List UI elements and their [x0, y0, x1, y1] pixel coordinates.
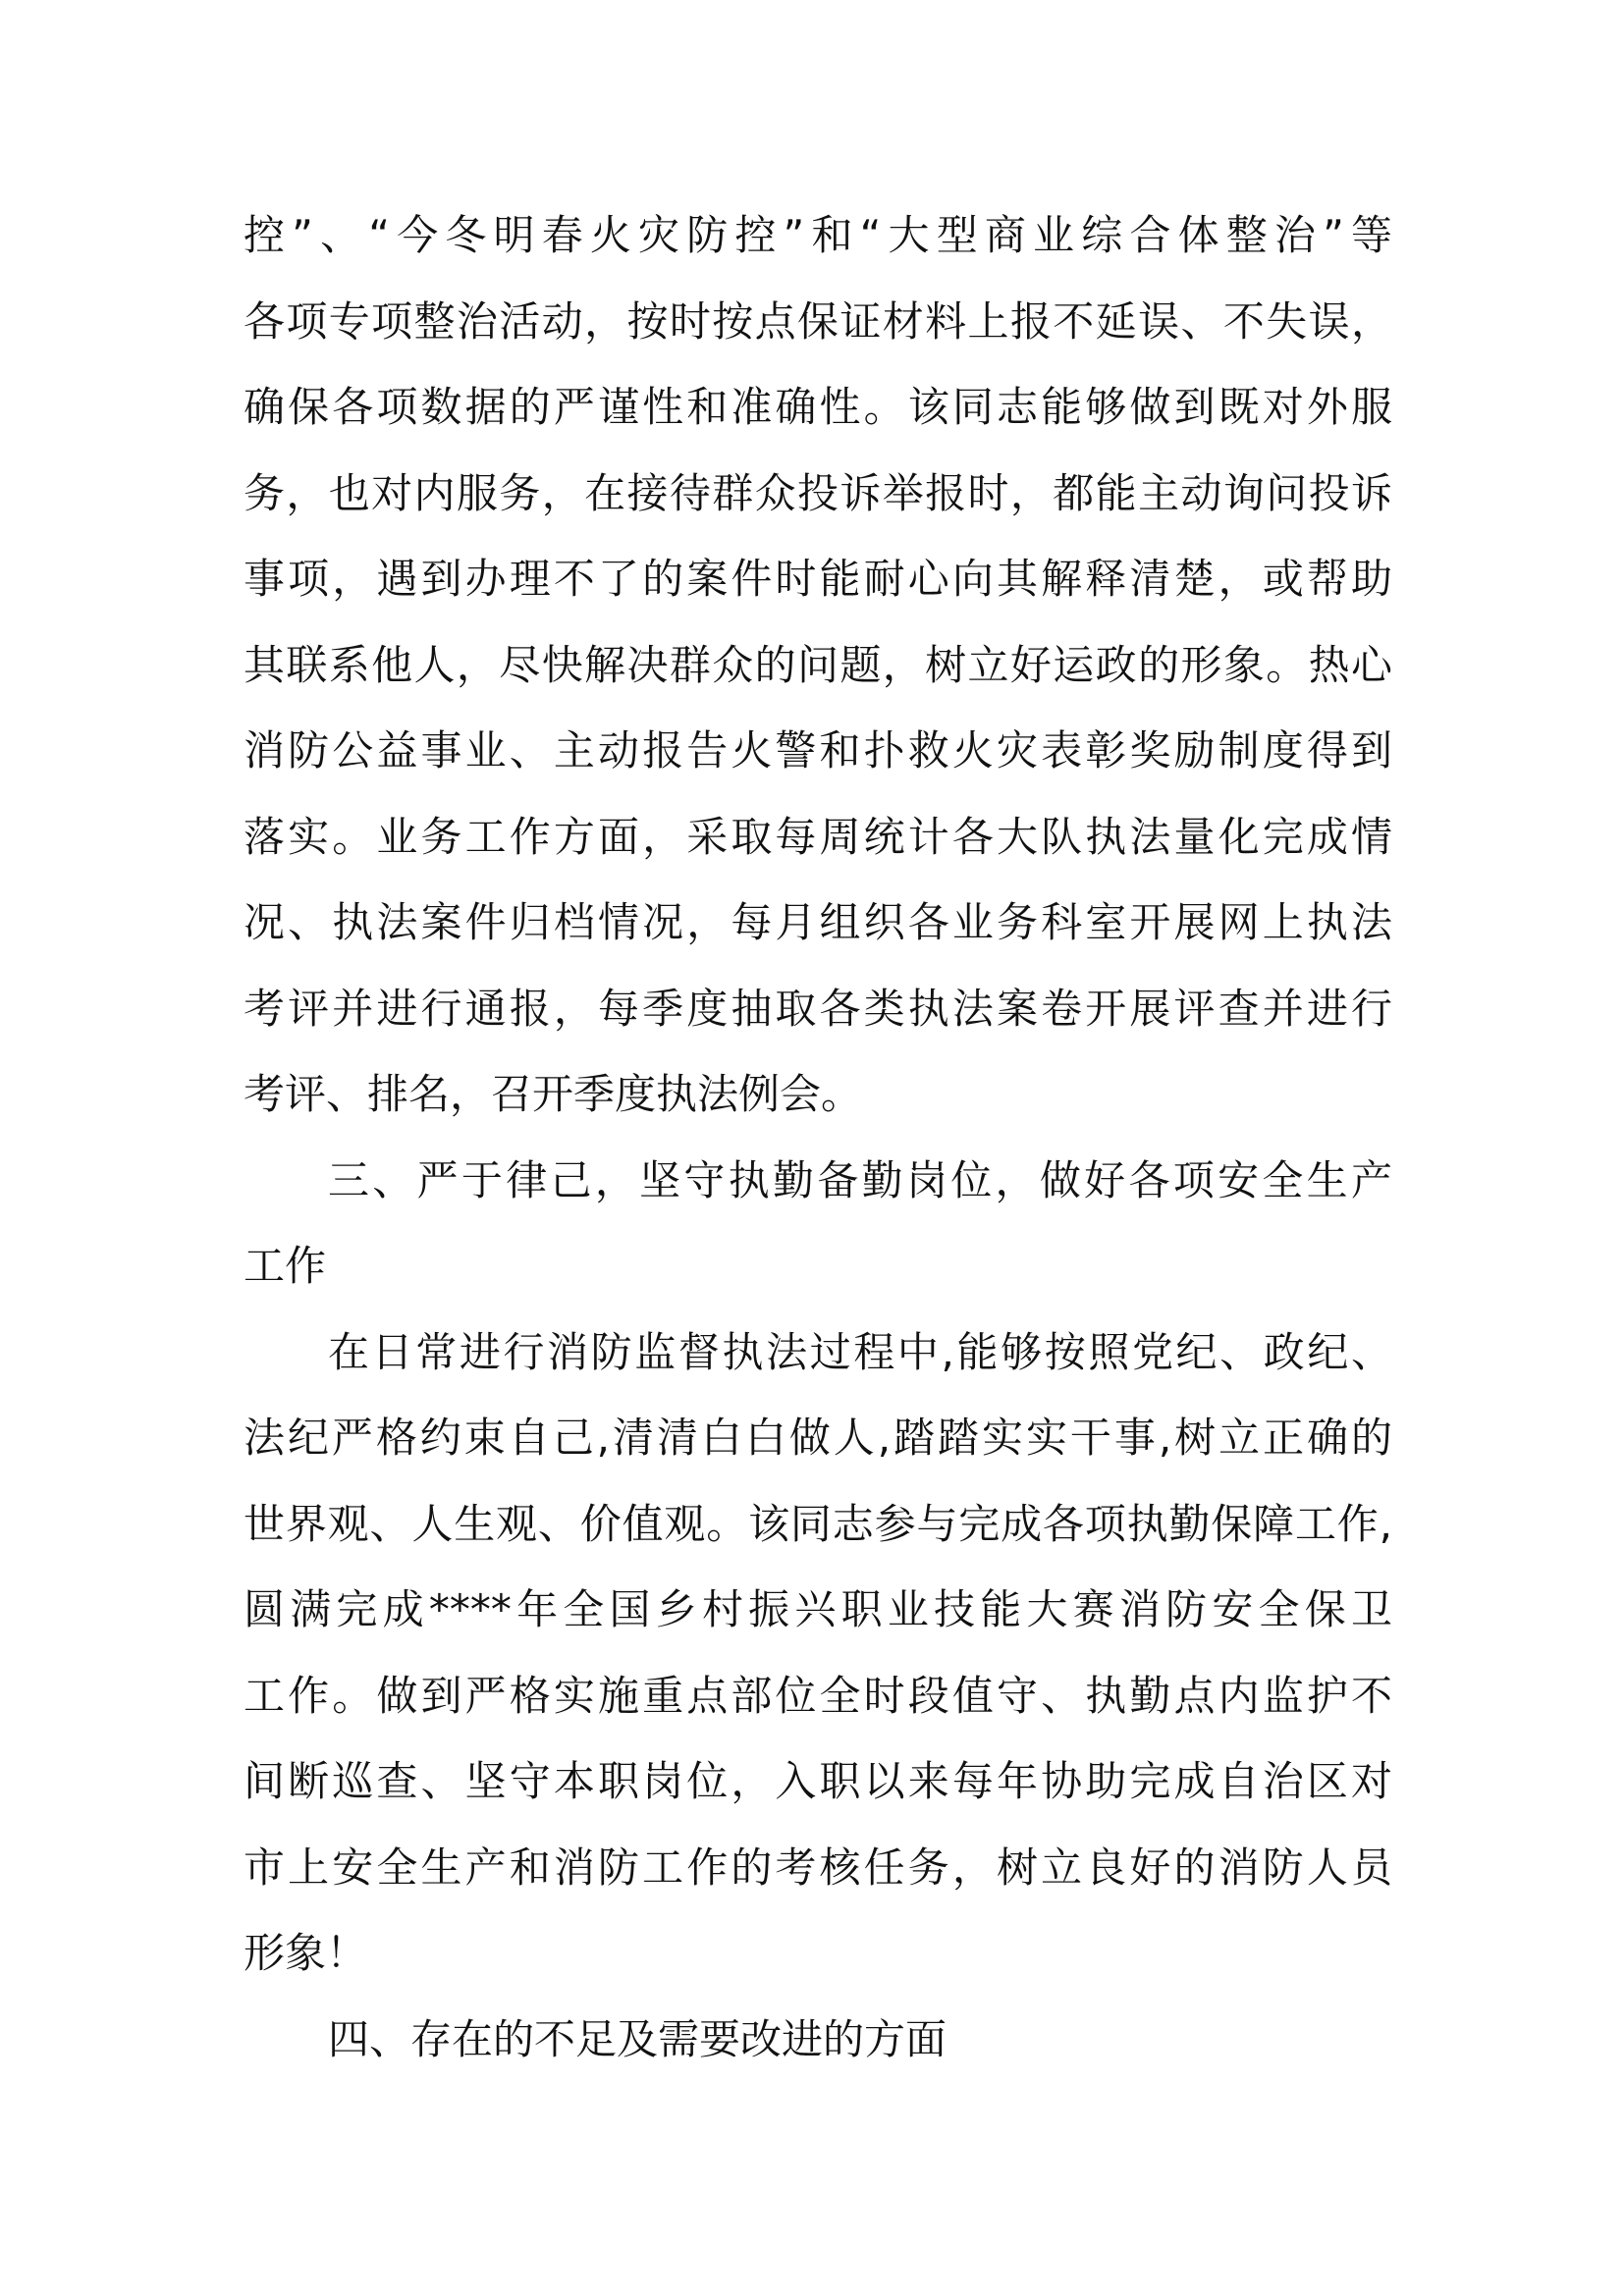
text-line: 法纪严格约束自己,清清白白做人,踏踏实实干事,树立正确的 [244, 1414, 1392, 1462]
text-line: 消防公益事业、主动报告火警和扑救火灾表彰奖励制度得到 [244, 726, 1392, 774]
document-body [244, 192, 1392, 2082]
text-line: 其联系他人，尽快解决群众的问题，树立好运政的形象。热心 [244, 640, 1392, 689]
text-line: 世界观、人生观、价值观。该同志参与完成各项执勤保障工作, [244, 1499, 1392, 1548]
text-line: 在日常进行消防监督执法过程中,能够按照党纪、政纪、 [328, 1327, 1392, 1376]
text-line: 事项，遇到办理不了的案件时能耐心向其解释清楚，或帮助 [244, 555, 1392, 603]
text-line: 市上安全生产和消防工作的考核任务，树立良好的消防人员 [244, 1842, 1392, 1892]
section-heading-3-line-1: 三、严于律己，坚守执勤备勤岗位，做好各项安全生产 [328, 1155, 1392, 1204]
text-line: 务，也对内服务，在接待群众投诉举报时，都能主动询问投诉 [244, 468, 1392, 517]
paragraph-last-line: 形象！ [244, 1929, 368, 1977]
text-line: 确保各项数据的严谨性和准确性。该同志能够做到既对外服 [244, 383, 1392, 431]
text-line: 工作。做到严格实施重点部位全时段值守、执勤点内监护不 [244, 1671, 1392, 1720]
text-line: 圆满完成****年全国乡村振兴职业技能大赛消防安全保卫 [244, 1585, 1392, 1633]
text-line: 落实。业务工作方面，采取每周统计各大队执法量化完成情 [244, 812, 1392, 861]
section-heading-3-line-2: 工作 [244, 1242, 327, 1290]
text-line: 考评并进行通报，每季度抽取各类执法案卷开展评查并进行 [244, 984, 1392, 1033]
text-line: 间断巡查、坚守本职岗位，入职以来每年协助完成自治区对 [244, 1757, 1392, 1805]
text-line: 各项专项整治活动，按时按点保证材料上报不延误、不失误， [244, 296, 1392, 346]
section-heading-4: 四、存在的不足及需要改进的方面 [328, 2014, 947, 2063]
text-line: 控”、“今冬明春火灾防控”和“大型商业综合体整治”等 [244, 211, 1392, 259]
paragraph-last-line: 考评、排名，召开季度执法例会。 [244, 1070, 863, 1118]
text-line: 况、执法案件归档情况，每月组织各业务科室开展网上执法 [244, 898, 1392, 946]
